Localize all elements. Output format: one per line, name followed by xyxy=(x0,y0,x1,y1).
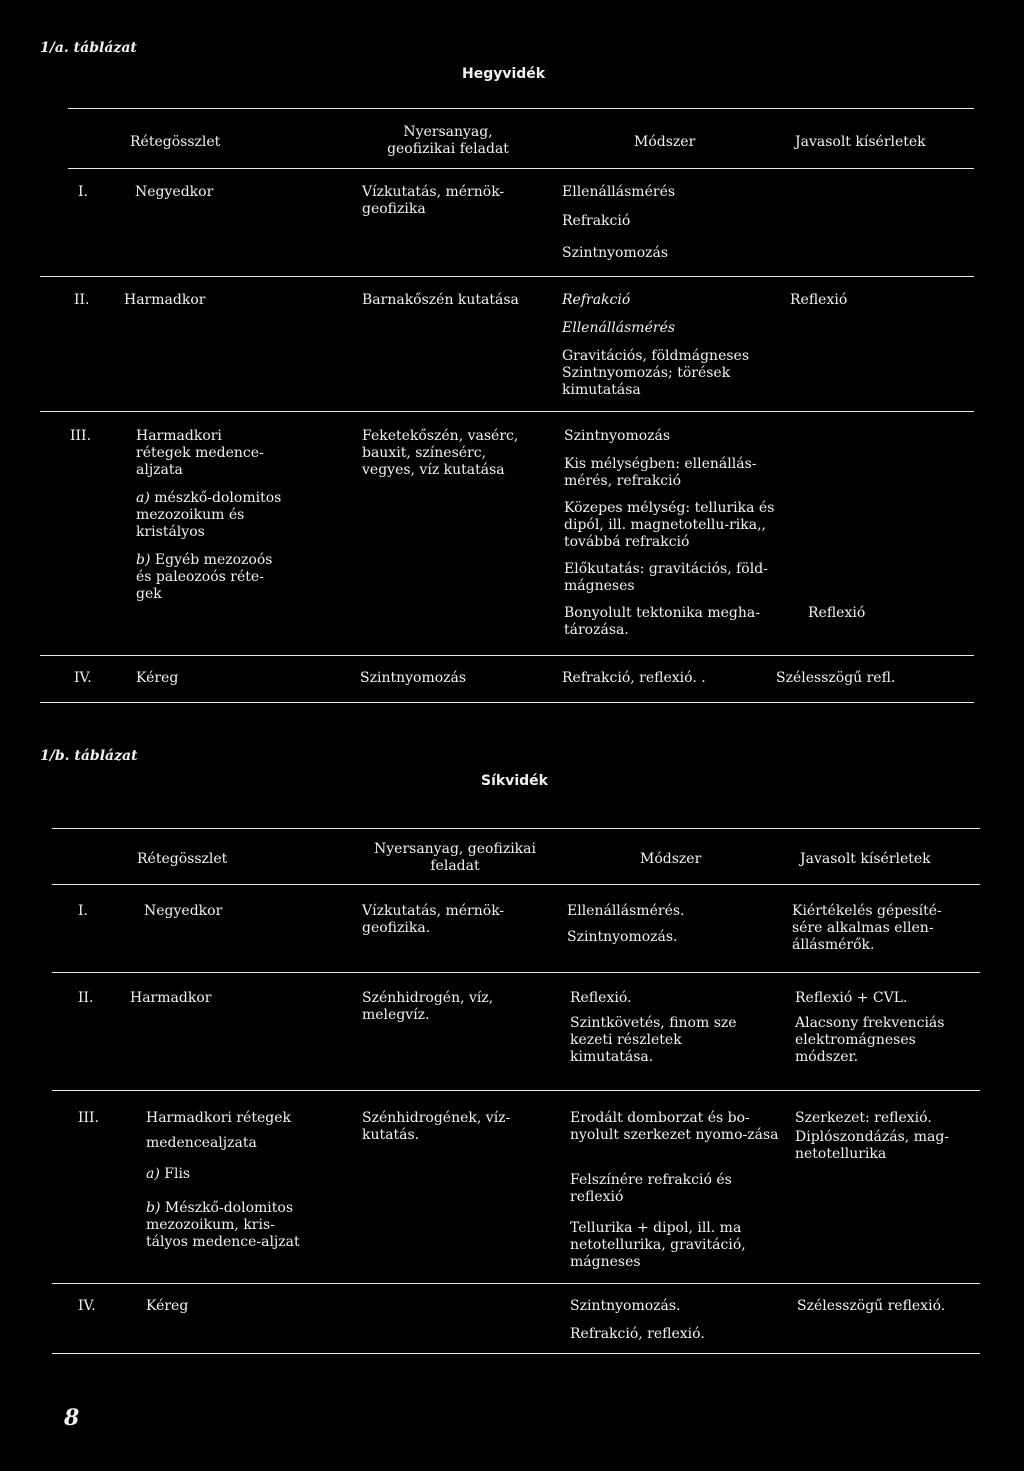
table-a-row3-sub-b-letter: b) xyxy=(136,552,151,568)
table-a-row4-task: Szintnyomozás xyxy=(360,670,467,686)
table-a-row3-task: Feketekőszén, vasérc, bauxit, színesérc, vegyes, víz kutatása xyxy=(362,428,519,478)
table-b-row3-proposed-1: Szerkezet: reflexió. xyxy=(795,1110,932,1126)
table-a-row2-method-1: Refrakció xyxy=(562,292,631,308)
table-b-row4-method-1: Szintnyomozás. xyxy=(570,1298,681,1314)
table-b-row1-num: I. xyxy=(78,903,88,919)
table-a-row2-method-3: Gravitációs, földmágneses Szintnyomozás; törések kimutatása xyxy=(562,348,750,398)
table-a-header-proposed: Javasolt kísérletek xyxy=(795,134,926,150)
table-a-top-rule xyxy=(68,108,974,109)
table-b-row3-method-2: Felszínére refrakció és reflexió xyxy=(570,1172,732,1205)
table-a-row1-method-1: Ellenállásmérés xyxy=(562,184,676,200)
table-b-title: Síkvidék xyxy=(481,773,548,789)
table-a-row4-method-1: Refrakció, reflexió. . xyxy=(562,670,706,686)
table-a-header-layer: Rétegösszlet xyxy=(130,134,221,150)
table-b-row3-rule xyxy=(52,1283,980,1284)
table-b-row3-sub-b-letter: b) xyxy=(146,1200,161,1216)
table-a-row4-num: IV. xyxy=(74,670,92,686)
table-b-row1-rule xyxy=(52,972,980,973)
table-b-row3-sub-a-text: Flis xyxy=(164,1166,191,1182)
table-a-row3-method-2: Kis mélységben: ellenállás-mérés, refrakció xyxy=(564,456,757,489)
table-b-row1-proposed: Kiértékelés gépesíté-sére alkalmas ellen-állásmérők. xyxy=(792,903,942,953)
table-b-row2-num: II. xyxy=(78,990,94,1006)
table-a-row3-sub-a-letter: a) xyxy=(136,490,150,506)
table-a-row2-task: Barnakőszén kutatása xyxy=(362,292,519,308)
table-a-row3-method-3: Közepes mélység: tellurika és dipól, ill. magnetotellu-rika,, továbbá refrakció xyxy=(564,500,775,550)
table-a-header-task: Nyersanyag, geofizikai feladat xyxy=(387,124,509,157)
table-a-row3-sub-b-text: Egyéb mezozoós és paleozoós réte-gek xyxy=(136,552,273,602)
table-b-header-layer: Rétegösszlet xyxy=(137,851,228,867)
table-b-row2-proposed-2: Alacsony frekvenciás elektromágneses módszer. xyxy=(795,1015,945,1065)
table-b-row3-method-1: Erodált domborzat és bo-nyolult szerkezet nyomo-zása xyxy=(570,1110,779,1143)
table-a-row4-proposed: Szélesszögű refl. xyxy=(776,670,896,686)
table-b-row2-layer: Harmadkor xyxy=(130,990,212,1006)
table-a-row4-layer: Kéreg xyxy=(136,670,179,686)
table-a-row3-layer: Harmadkori rétegek medence-aljzata xyxy=(136,428,264,478)
table-b-row1-method-2: Szintnyomozás. xyxy=(567,929,678,945)
table-b-row3-method-3: Tellurika + dipol, ill. ma netotellurika, gravitáció, mágneses xyxy=(570,1220,746,1270)
table-b-header-rule xyxy=(52,884,980,885)
table-b-row4-proposed: Szélesszögű reflexió. xyxy=(797,1298,946,1314)
table-a-row3-method-4: Előkutatás: gravitációs, föld-mágneses xyxy=(564,561,768,594)
table-a-row3-sub-a xyxy=(136,490,286,541)
table-b-bottom-rule xyxy=(52,1353,980,1354)
table-a-row1-rule xyxy=(40,276,974,277)
table-a-header-method: Módszer xyxy=(634,134,696,150)
table-b-row2-proposed-1: Reflexió + CVL. xyxy=(795,990,908,1006)
table-a-row3-proposed: Reflexió xyxy=(808,605,866,621)
table-a-row2-num: II. xyxy=(74,292,90,308)
table-a-title: Hegyvidék xyxy=(462,66,546,82)
table-a-row1-task: Vízkutatás, mérnök-geofizika xyxy=(362,184,505,217)
table-a-row3-method-1: Szintnyomozás xyxy=(564,428,671,444)
table-b-header-task: Nyersanyag, geofizikai feladat xyxy=(374,841,536,874)
table-b-row3-layer: Harmadkori rétegek xyxy=(146,1110,291,1126)
table-b-row2-task: Szénhidrogén, víz, melegvíz. xyxy=(362,990,494,1023)
table-b-row3-sub-a xyxy=(146,1166,190,1183)
table-a-row1-layer: Negyedkor xyxy=(135,184,214,200)
table-a-row3-rule xyxy=(40,655,974,656)
table-a-row2-proposed: Reflexió xyxy=(790,292,848,308)
table-a-label: 1/a. táblázat xyxy=(40,40,137,56)
table-a-row3-sub-a-text: mészkő-dolomitos mezozoikum és kristályos xyxy=(136,490,282,540)
table-b-row3-sub-b-text: Mészkő-dolomitos mezozoikum, kris-tályos medence-aljzat xyxy=(146,1200,300,1250)
table-a-row2-rule xyxy=(40,411,974,412)
table-b-row3-task: Szénhidrogének, víz-kutatás. xyxy=(362,1110,511,1143)
table-b-row3-sub-a-letter: a) xyxy=(146,1166,160,1182)
page-number: 8 xyxy=(64,1405,80,1431)
table-b-top-rule xyxy=(52,828,980,829)
table-a-row1-method-3: Szintnyomozás xyxy=(562,245,669,261)
table-a-header-rule xyxy=(68,168,974,169)
table-b-row4-layer: Kéreg xyxy=(146,1298,189,1314)
table-b-row4-method-2: Refrakció, reflexió. xyxy=(570,1326,705,1342)
table-b-row3-layer2: medencealjzata xyxy=(146,1135,257,1151)
table-b-row1-task: Vízkutatás, mérnök-geofizika. xyxy=(362,903,505,936)
table-b-row2-method-2: Szintkövetés, finom sze kezeti részletek kimutatása. xyxy=(570,1015,737,1065)
table-b-label: 1/b. táblázat xyxy=(40,748,138,764)
table-b-row1-layer: Negyedkor xyxy=(144,903,223,919)
table-a-row1-method-2: Refrakció xyxy=(562,213,631,229)
table-a-row3-sub-b xyxy=(136,552,286,603)
table-b-row3-sub-b xyxy=(146,1200,316,1251)
table-b-row3-proposed-2: Diplószondázás, mag-netotellurika xyxy=(795,1129,950,1162)
table-b-row2-method-1: Reflexió. xyxy=(570,990,632,1006)
table-a-row2-layer: Harmadkor xyxy=(124,292,206,308)
table-a-bottom-rule xyxy=(40,702,974,703)
table-b-row2-rule xyxy=(52,1090,980,1091)
table-a-row3-num: III. xyxy=(70,428,92,444)
table-b-header-method: Módszer xyxy=(640,851,702,867)
table-b-row4-num: IV. xyxy=(78,1298,96,1314)
table-a-row1-num: I. xyxy=(78,184,88,200)
table-a-row3-method-5: Bonyolult tektonika megha-tározása. xyxy=(564,605,760,638)
table-b-row1-method-1: Ellenállásmérés. xyxy=(567,903,685,919)
table-a-row2-method-2: Ellenállásmérés xyxy=(562,320,676,336)
table-b-row3-num: III. xyxy=(78,1110,100,1126)
table-b-header-proposed: Javasolt kísérletek xyxy=(800,851,931,867)
